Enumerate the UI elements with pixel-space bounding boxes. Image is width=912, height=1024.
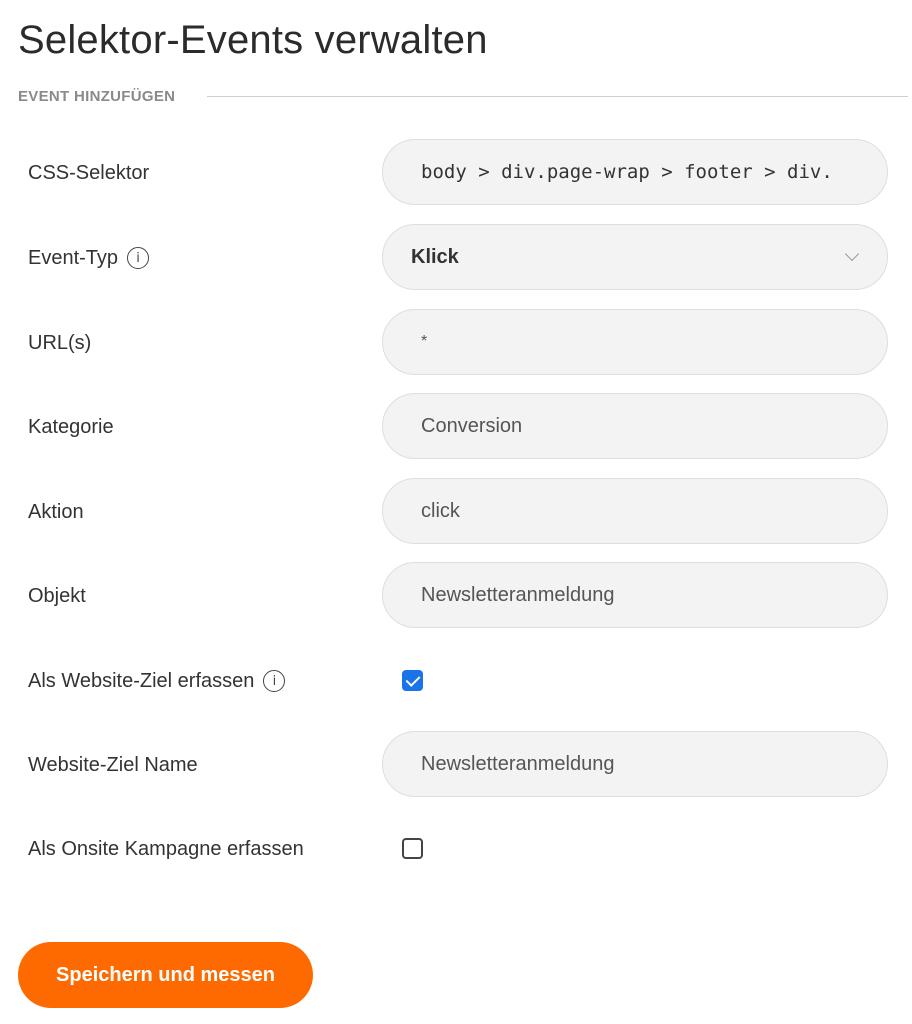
form-row-css-selector xyxy=(0,139,912,207)
section-divider xyxy=(207,96,908,97)
action-value: click xyxy=(421,499,460,522)
website-goal-name-value: Newsletteranmeldung xyxy=(421,752,615,775)
object-input[interactable] xyxy=(382,562,888,628)
urls-input[interactable] xyxy=(382,309,888,375)
event-type-select[interactable] xyxy=(382,224,888,290)
css-selector-label: CSS-Selektor xyxy=(28,161,150,184)
info-icon[interactable]: i xyxy=(263,670,285,692)
section-header xyxy=(18,86,908,106)
chevron-down-icon xyxy=(845,247,859,261)
onsite-campaign-checkbox[interactable] xyxy=(402,838,423,859)
website-goal-name-input[interactable] xyxy=(382,731,888,797)
object-value: Newsletteranmeldung xyxy=(421,583,615,606)
action-input[interactable] xyxy=(382,478,888,544)
action-label: Aktion xyxy=(28,500,84,523)
urls-value: * xyxy=(421,333,428,350)
onsite-campaign-label: Als Onsite Kampagne erfassen xyxy=(28,837,304,860)
page-title: Selektor-Events verwalten xyxy=(18,18,488,62)
category-value: Conversion xyxy=(421,414,523,437)
event-type-label-wrap xyxy=(28,224,149,292)
website-goal-label: Als Website-Ziel erfassen xyxy=(28,669,255,692)
urls-label: URL(s) xyxy=(28,331,92,354)
event-type-label: Event-Typ xyxy=(28,246,119,269)
website-goal-label-wrap xyxy=(28,647,285,715)
website-goal-name-label: Website-Ziel Name xyxy=(28,753,198,776)
form-row-action xyxy=(0,478,912,546)
save-button[interactable]: Speichern und messen xyxy=(18,942,313,1008)
form-row-object xyxy=(0,562,912,630)
event-type-selected-value: Klick xyxy=(411,245,459,268)
form-row-website-goal-name xyxy=(0,731,912,799)
form-row-website-goal xyxy=(0,647,912,715)
section-label: EVENT HINZUFÜGEN xyxy=(18,87,176,105)
form-row-category xyxy=(0,393,912,461)
website-goal-checkbox[interactable] xyxy=(402,670,423,691)
form-row-urls xyxy=(0,309,912,377)
css-selector-value: body > div.page-wrap > footer > div. xyxy=(421,161,833,183)
category-label: Kategorie xyxy=(28,415,114,438)
object-label: Objekt xyxy=(28,584,86,607)
css-selector-input[interactable] xyxy=(382,139,888,205)
category-input[interactable] xyxy=(382,393,888,459)
form-row-onsite-campaign xyxy=(0,815,912,883)
info-icon[interactable]: i xyxy=(127,247,149,269)
form-row-event-type xyxy=(0,224,912,292)
checkmark-icon xyxy=(406,672,421,687)
